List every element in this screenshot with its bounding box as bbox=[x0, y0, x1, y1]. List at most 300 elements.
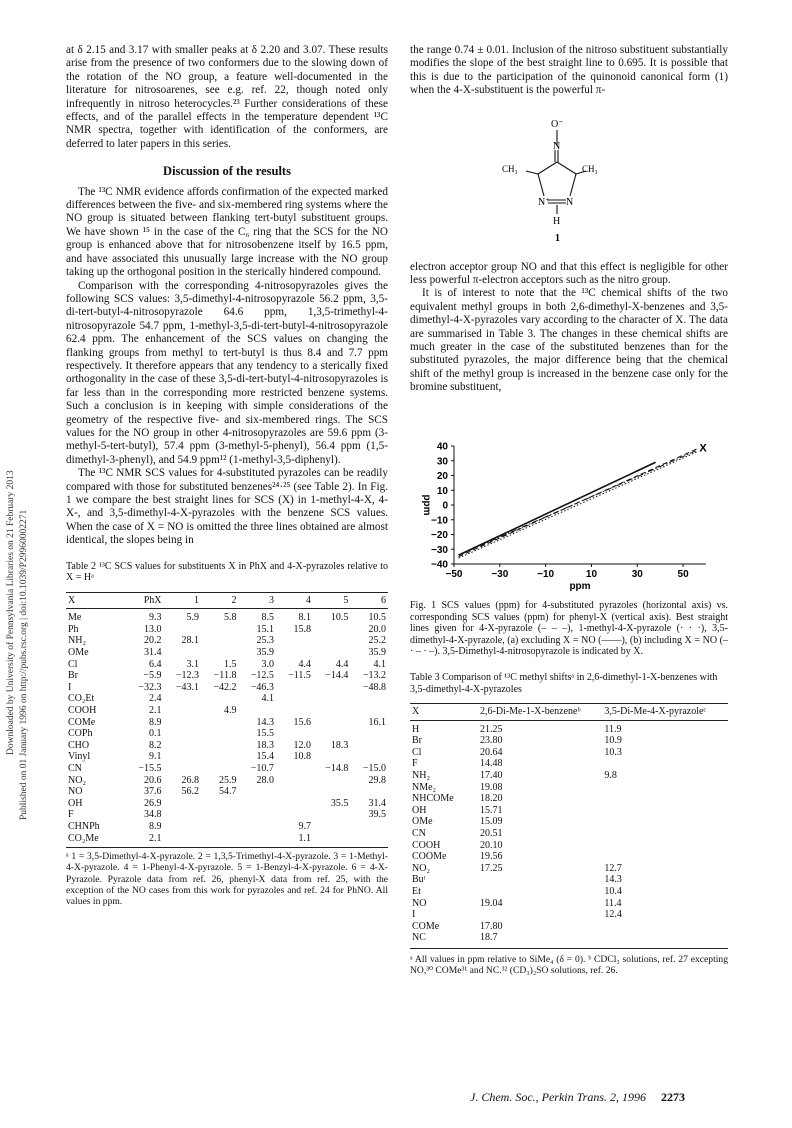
table-cell: 56.2 bbox=[181, 786, 199, 798]
table-row bbox=[66, 833, 388, 845]
table-cell: 8.1 bbox=[298, 612, 311, 624]
table-cell: −15.0 bbox=[362, 762, 386, 774]
row-label: CN bbox=[412, 827, 426, 839]
table-row bbox=[66, 705, 388, 717]
table-cell bbox=[238, 833, 275, 845]
table2-header: 3 bbox=[268, 594, 274, 606]
table-cell: −14.4 bbox=[325, 670, 349, 682]
row-label: COPh bbox=[68, 728, 93, 740]
table3 bbox=[410, 672, 728, 976]
table-row bbox=[66, 693, 388, 705]
row-label: OMe bbox=[68, 647, 89, 658]
table-cell: 10.5 bbox=[368, 612, 386, 624]
table-cell bbox=[313, 717, 350, 729]
table-cell bbox=[350, 751, 388, 763]
row-label: NH₂ bbox=[68, 635, 86, 647]
table-row bbox=[410, 793, 728, 805]
row-label: CO₂Et bbox=[68, 693, 95, 705]
table-row bbox=[410, 816, 728, 828]
table2-header: 5 bbox=[343, 594, 349, 606]
paragraph-acceptor: electron acceptor group NO and that this effect is negligible for other less powerful π-electron acceptors such as the nitro group. bbox=[410, 260, 728, 287]
table-cell: 28.1 bbox=[181, 635, 199, 647]
table-row bbox=[66, 728, 388, 740]
row-label: NO bbox=[412, 897, 427, 909]
download-sidebar bbox=[2, 160, 32, 820]
table-cell: −14.8 bbox=[325, 762, 349, 774]
table-cell: 9.3 bbox=[148, 612, 162, 624]
table-row bbox=[410, 770, 728, 782]
table2-header: PhX bbox=[143, 594, 162, 606]
table-cell bbox=[163, 809, 200, 821]
table-cell bbox=[201, 751, 238, 763]
table-cell: 6.4 bbox=[148, 658, 162, 670]
table-cell bbox=[238, 705, 275, 717]
table-cell bbox=[313, 775, 350, 787]
table-cell bbox=[478, 886, 602, 898]
table-cell: 9.7 bbox=[298, 820, 311, 832]
table-cell bbox=[163, 705, 200, 717]
table-cell: 4.1 bbox=[373, 658, 386, 670]
table-cell bbox=[350, 821, 388, 833]
row-label: COOH bbox=[68, 704, 97, 716]
table-cell bbox=[602, 921, 728, 933]
table-cell: 14.3 bbox=[604, 874, 622, 886]
table-cell bbox=[276, 728, 313, 740]
table-cell bbox=[238, 809, 275, 821]
series-line-dashdot bbox=[459, 450, 697, 555]
row-label: Vinyl bbox=[68, 751, 91, 763]
y-axis-label: ppm bbox=[421, 494, 432, 516]
table-cell: 11.4 bbox=[604, 897, 622, 909]
table2-header: 2 bbox=[231, 594, 237, 606]
table-cell bbox=[350, 705, 388, 717]
table-cell: 15.8 bbox=[293, 623, 311, 635]
table-cell: 2.1 bbox=[148, 704, 162, 716]
table-cell bbox=[163, 728, 200, 740]
table-cell bbox=[163, 647, 200, 659]
table-cell: 26.9 bbox=[143, 797, 162, 809]
table-cell bbox=[163, 624, 200, 636]
table-cell: 16.1 bbox=[368, 716, 386, 728]
table-cell: 4.4 bbox=[335, 658, 349, 670]
table-cell: 15.09 bbox=[480, 816, 503, 828]
table-cell bbox=[276, 763, 313, 775]
table-cell: 8.5 bbox=[261, 612, 274, 624]
left-column bbox=[66, 44, 388, 907]
table-cell bbox=[201, 717, 238, 729]
row-label: Buᵗ bbox=[412, 874, 426, 886]
x-tick-label: 10 bbox=[585, 569, 598, 580]
table-cell: 21.25 bbox=[480, 723, 503, 735]
table-row bbox=[410, 805, 728, 817]
table3-header: 3,5-Di-Me-4-X-pyrazoleᶜ bbox=[604, 706, 707, 717]
fig1-caption: Fig. 1 SCS values (ppm) for 4-substituted pyrazoles (horizontal axis) vs. corresponding SCS values (ppm) for phenyl-X (vertical axis). Best straight lines given for 4-X-pyrazole (– – –), 1-methyl-4-X-pyrazole (· · ·), 3,5-dimethyl-4-X-pyrazole, (a) excluding X = NO (——), (b) including X = NO (– · – · –). 3,5-Dimethyl-4-nitrosopyrazole is indicated by X. bbox=[410, 600, 728, 657]
table-row bbox=[410, 898, 728, 910]
table-cell: 11.9 bbox=[604, 723, 622, 735]
table-cell bbox=[201, 693, 238, 705]
table-row bbox=[410, 758, 728, 770]
table-cell: 20.51 bbox=[480, 827, 503, 839]
x-tick-label: −50 bbox=[445, 569, 463, 580]
table-cell bbox=[201, 833, 238, 845]
table-cell bbox=[238, 821, 275, 833]
table-cell: 26.8 bbox=[181, 774, 199, 786]
table2-body bbox=[66, 609, 388, 844]
y-tick-label: −10 bbox=[431, 515, 448, 527]
table2-header: 6 bbox=[381, 594, 386, 606]
row-label: I bbox=[68, 681, 72, 693]
table-row bbox=[410, 840, 728, 852]
row-label: CHNPh bbox=[68, 820, 100, 832]
table-row bbox=[410, 909, 728, 921]
table-cell bbox=[602, 840, 728, 852]
y-tick-label: 20 bbox=[436, 471, 448, 482]
table-row bbox=[66, 798, 388, 810]
table3-grid bbox=[410, 703, 728, 944]
table2-header: 4 bbox=[305, 594, 311, 606]
sidebar-download-line: Downloaded by University of Pennsylvania Libraries on 21 February 2013 bbox=[6, 470, 16, 755]
x-tick-label: 50 bbox=[677, 569, 689, 580]
table-cell bbox=[313, 682, 350, 694]
table-row bbox=[66, 717, 388, 729]
table3-body bbox=[410, 720, 728, 944]
table-cell: 15.71 bbox=[480, 804, 503, 816]
table-cell bbox=[163, 693, 200, 705]
table-row bbox=[66, 786, 388, 798]
table-cell bbox=[313, 821, 350, 833]
structure-o-label: O⁻ bbox=[551, 119, 564, 130]
table-cell: 18.20 bbox=[480, 793, 503, 805]
table-cell: 10.3 bbox=[604, 746, 622, 758]
table-row bbox=[410, 720, 728, 735]
table-cell bbox=[313, 705, 350, 717]
table-cell bbox=[313, 786, 350, 798]
table3-header-row bbox=[410, 704, 728, 721]
table-cell bbox=[163, 763, 200, 775]
table-cell bbox=[201, 798, 238, 810]
table-row bbox=[410, 932, 728, 944]
paragraph-scs: The ¹³C NMR SCS values for 4-substituted pyrazoles can be readily compared with those for substituted benzenes²⁴·²⁵ (see Table 2). In Fig. 1 we compare the best straight lines for SCS (X) in 1-methyl-4-X, 4-X-, and 3,5-dimethyl-4-X-pyrazoles with the benzene SCS values. When the case of X = NO is omitted the three lines obtained are almost identical, the slopes being in bbox=[66, 467, 388, 547]
x-tick-label: −30 bbox=[491, 569, 509, 580]
table-cell: 37.6 bbox=[143, 786, 162, 798]
table-cell bbox=[276, 705, 313, 717]
section-heading: Discussion of the results bbox=[163, 164, 291, 179]
table-cell bbox=[313, 647, 350, 659]
table2-header-row bbox=[66, 592, 388, 609]
table-cell: 25.3 bbox=[256, 635, 274, 647]
table-cell: 20.2 bbox=[143, 635, 162, 647]
table-cell bbox=[238, 786, 275, 798]
table-cell: 13.0 bbox=[143, 623, 162, 635]
table-cell bbox=[163, 740, 200, 752]
table-cell: 5.9 bbox=[186, 612, 199, 624]
table-row bbox=[410, 863, 728, 875]
table-cell bbox=[163, 751, 200, 763]
table-cell bbox=[163, 821, 200, 833]
table-row bbox=[66, 659, 388, 671]
structure-nplus-label: N⁺ bbox=[538, 197, 551, 208]
y-tick-label: −30 bbox=[431, 544, 448, 556]
table-cell bbox=[313, 833, 350, 845]
table-cell: 17.25 bbox=[480, 862, 503, 874]
table-cell: 3.0 bbox=[261, 658, 274, 670]
table-cell: 35.9 bbox=[256, 647, 274, 658]
table-cell: −43.1 bbox=[175, 681, 199, 693]
row-label: NH₂ bbox=[412, 769, 430, 781]
table3-footnote: ᵃ All values in ppm relative to SiMe₄ (δ = 0). ᵇ CDCl₃ solutions, ref. 27 excepting NO,³⁰ COMe³¹ and NC.³² (CD₃)₂SO solutions, ref. 26. bbox=[410, 953, 728, 977]
table-cell: 15.1 bbox=[256, 623, 274, 635]
table-cell bbox=[276, 693, 313, 705]
table-cell: 5.8 bbox=[223, 612, 237, 624]
nitroso-marker-label: X bbox=[699, 442, 707, 455]
table-cell bbox=[201, 809, 238, 821]
y-tick-label: 40 bbox=[436, 441, 448, 453]
table-row bbox=[410, 886, 728, 898]
table-row bbox=[410, 747, 728, 759]
table-cell bbox=[313, 635, 350, 647]
row-label: Br bbox=[68, 670, 78, 682]
table-row bbox=[66, 647, 388, 659]
table-cell: 10.5 bbox=[330, 612, 349, 624]
table-row bbox=[66, 609, 388, 624]
structure-n-label: N bbox=[553, 141, 561, 152]
table-cell: 12.0 bbox=[293, 739, 311, 751]
table2 bbox=[66, 561, 388, 907]
table-cell: 3.1 bbox=[186, 658, 199, 670]
row-label: Cl bbox=[412, 746, 422, 758]
page-footer bbox=[470, 1090, 685, 1105]
table-cell: 15.5 bbox=[256, 728, 274, 740]
row-label: OH bbox=[68, 797, 83, 809]
table-cell bbox=[238, 798, 275, 810]
table-cell: 1.5 bbox=[223, 658, 237, 670]
structure-ch3-right: CH₃ bbox=[582, 164, 598, 174]
table-cell: 18.7 bbox=[480, 932, 498, 944]
structure-1 bbox=[500, 114, 610, 244]
y-tick-label: −40 bbox=[431, 559, 448, 571]
table-cell bbox=[602, 758, 728, 770]
table-cell: −12.5 bbox=[250, 670, 274, 682]
table-cell bbox=[602, 851, 728, 863]
table-cell: −5.9 bbox=[143, 670, 162, 682]
table-row bbox=[66, 682, 388, 694]
table-cell: 18.3 bbox=[330, 739, 349, 751]
sidebar-published-line: Published on 01 January 1996 on http://pubs.rsc.org | doi:10.1039/P29960002271 bbox=[19, 509, 29, 820]
x-axis-label: ppm bbox=[569, 581, 591, 592]
table-cell: 4.9 bbox=[223, 704, 237, 716]
table-row bbox=[66, 763, 388, 775]
table-cell: −15.5 bbox=[138, 762, 162, 774]
table3-header: X bbox=[412, 706, 420, 717]
row-label: CN bbox=[68, 762, 82, 774]
table-cell: 8.9 bbox=[148, 820, 162, 832]
table-cell: 23.80 bbox=[480, 735, 503, 747]
table-cell: 20.6 bbox=[143, 774, 162, 786]
table-cell bbox=[313, 751, 350, 763]
row-label: Cl bbox=[68, 658, 78, 670]
table-cell: 15.4 bbox=[256, 751, 274, 763]
table-cell bbox=[350, 833, 388, 845]
table-row bbox=[66, 624, 388, 636]
table-cell bbox=[201, 647, 238, 659]
table-cell: 39.5 bbox=[368, 809, 386, 821]
table-cell: 19.04 bbox=[480, 897, 503, 909]
table-cell: 10.4 bbox=[604, 885, 622, 897]
table-cell: 1.1 bbox=[298, 832, 311, 844]
table-cell: 25.9 bbox=[218, 774, 237, 786]
table-cell bbox=[163, 833, 200, 845]
table-row bbox=[66, 635, 388, 647]
table3-caption: Table 3 Comparison of ¹³C methyl shiftsᵃ in 2,6-dimethyl-1-X-benzenes with 3,5-dimethyl-4-X-pyrazoles bbox=[410, 672, 718, 695]
series-line-solid bbox=[459, 462, 656, 555]
paragraph-methyl-shifts: It is of interest to note that the ¹³C chemical shifts of the two equivalent methyl groups in both 2,6-dimethyl-X-benzenes and 3,5-dimethyl-4-X-pyrazoles vary according to the character of X. The data are summarised in Table 3. The changes in these chemical shifts are much greater in the case of the substituted benzenes than for the substituted pyrazoles, the major difference being that the chemical shift of the methyl group is increased in the benzene case only for the bromine substituent, bbox=[410, 287, 728, 394]
structure-n-ring-label: N bbox=[566, 197, 574, 208]
table-cell bbox=[201, 635, 238, 647]
table2-header: 1 bbox=[193, 594, 199, 606]
table-cell bbox=[276, 809, 313, 821]
structure-number: 1 bbox=[555, 233, 560, 244]
table-row bbox=[410, 735, 728, 747]
table-cell: 0.1 bbox=[148, 728, 162, 740]
row-label: OMe bbox=[412, 816, 433, 828]
row-label: Ph bbox=[68, 623, 79, 635]
table-cell bbox=[478, 909, 602, 921]
table3-header: 2,6-Di-Me-1-X-benzeneᵇ bbox=[480, 706, 581, 717]
table-cell bbox=[313, 624, 350, 636]
table-cell: 34.8 bbox=[143, 809, 162, 821]
table-cell: −10.7 bbox=[250, 762, 274, 774]
table-cell: 17.80 bbox=[480, 920, 503, 932]
row-label: CO₂Me bbox=[68, 832, 99, 844]
y-tick-label: 10 bbox=[436, 485, 448, 497]
table-row bbox=[410, 851, 728, 863]
row-label: I bbox=[412, 909, 416, 921]
table-cell bbox=[602, 828, 728, 840]
table-cell bbox=[276, 682, 313, 694]
table-row bbox=[410, 828, 728, 840]
row-label: Et bbox=[412, 885, 421, 897]
table-cell: 29.8 bbox=[368, 774, 386, 786]
table-cell: −11.8 bbox=[213, 670, 237, 682]
x-tick-label: 30 bbox=[631, 569, 643, 580]
table-cell bbox=[276, 798, 313, 810]
table-cell: 18.3 bbox=[256, 739, 274, 751]
table-cell: 10.9 bbox=[604, 735, 622, 747]
row-label: F bbox=[412, 758, 418, 770]
table-cell bbox=[350, 740, 388, 752]
table-row bbox=[66, 751, 388, 763]
table-cell: 2.4 bbox=[148, 693, 162, 705]
table-cell: 15.6 bbox=[293, 716, 311, 728]
table-cell bbox=[478, 874, 602, 886]
row-label: COMe bbox=[412, 920, 440, 932]
table-cell: 2.1 bbox=[148, 832, 162, 844]
table-cell bbox=[163, 717, 200, 729]
table-cell: 20.64 bbox=[480, 746, 503, 758]
table-cell: 4.1 bbox=[261, 693, 274, 705]
page-number: 2273 bbox=[661, 1090, 685, 1104]
table-row bbox=[66, 670, 388, 682]
table-cell: 19.08 bbox=[480, 781, 503, 793]
row-label: NO₂ bbox=[412, 862, 430, 874]
table-row bbox=[410, 782, 728, 794]
table-cell bbox=[276, 775, 313, 787]
table-cell bbox=[602, 793, 728, 805]
table-cell bbox=[201, 624, 238, 636]
table-cell bbox=[350, 786, 388, 798]
table-row bbox=[410, 874, 728, 886]
table-cell bbox=[201, 821, 238, 833]
table-cell bbox=[201, 728, 238, 740]
paragraph-range: the range 0.74 ± 0.01. Inclusion of the nitroso substituent substantially modifies the slope of the best straight line to 0.695. It is possible that this is due to the participation of the quinonoid canonical form (1) when the 4-X-substituent is the powerful π- bbox=[410, 44, 728, 97]
table-cell bbox=[276, 647, 313, 659]
y-tick-label: −20 bbox=[431, 530, 448, 541]
row-label: NO₂ bbox=[68, 774, 86, 786]
table-cell: 20.0 bbox=[368, 623, 386, 635]
table-cell: −32.3 bbox=[138, 681, 162, 693]
table-cell: 25.2 bbox=[368, 635, 386, 647]
table-cell: 35.5 bbox=[330, 797, 349, 809]
table-cell: 12.4 bbox=[604, 909, 622, 921]
table-row bbox=[66, 809, 388, 821]
row-label: NC bbox=[412, 932, 426, 944]
table-cell bbox=[276, 635, 313, 647]
table-cell: 8.2 bbox=[148, 739, 162, 751]
x-tick-label: −10 bbox=[537, 569, 555, 580]
series-line-dotted bbox=[459, 452, 697, 558]
row-label: COOMe bbox=[412, 851, 447, 863]
row-label: CHO bbox=[68, 739, 90, 751]
table2-caption: Table 2 ¹³C SCS values for substituents X in PhX and 4-X-pyrazoles relative to X = Hᵃ bbox=[66, 560, 388, 584]
row-label: NO bbox=[68, 786, 83, 798]
table-cell: 10.8 bbox=[293, 751, 311, 763]
table2-header: X bbox=[68, 594, 76, 606]
table-cell: −11.5 bbox=[288, 670, 311, 682]
table-cell: 4.4 bbox=[298, 658, 311, 670]
row-label: COOH bbox=[412, 839, 441, 851]
table-cell: 35.9 bbox=[368, 647, 386, 658]
row-label: F bbox=[68, 809, 74, 821]
table-row bbox=[66, 740, 388, 752]
table-cell: 12.7 bbox=[604, 862, 622, 874]
table-cell: −12.3 bbox=[175, 670, 199, 682]
table-cell bbox=[313, 809, 350, 821]
y-tick-label: 30 bbox=[436, 456, 448, 468]
table-cell bbox=[276, 786, 313, 798]
table-cell bbox=[350, 728, 388, 740]
journal-citation: J. Chem. Soc., Perkin Trans. 2, 1996 bbox=[470, 1090, 646, 1104]
row-label: COMe bbox=[68, 716, 96, 728]
table-cell bbox=[602, 932, 728, 944]
table-cell: 54.7 bbox=[218, 786, 237, 798]
y-tick-label: 0 bbox=[442, 500, 448, 512]
table-cell bbox=[602, 816, 728, 828]
row-label: Br bbox=[412, 735, 422, 747]
table-cell: 20.10 bbox=[480, 839, 503, 851]
table-cell: 19.56 bbox=[480, 851, 503, 863]
structure-ch3-left: CH₃ bbox=[502, 164, 518, 174]
table-cell bbox=[201, 740, 238, 752]
row-label: Me bbox=[68, 612, 82, 624]
table-cell: 31.4 bbox=[368, 797, 386, 809]
table-cell: 9.1 bbox=[148, 751, 162, 763]
table-cell bbox=[313, 728, 350, 740]
paragraph-evidence: The ¹³C NMR evidence affords confirmation of the expected marked differences between the five- and six-membered ring systems where the NO group is situated between flanking tert-butyl substituent groups. We have shown ¹⁵ in the case of the C₆ ring that the SCS for the NO group is enhanced above that for nitrosobenzene itself by 16.5 ppm, and have associated this unusually large increase with the NO group taking up the orthogonal position in the sterically hindered compound. bbox=[66, 185, 388, 279]
row-label: NHCOMe bbox=[412, 793, 454, 805]
row-label: OH bbox=[412, 804, 427, 816]
table-cell bbox=[313, 693, 350, 705]
table-row bbox=[66, 821, 388, 833]
